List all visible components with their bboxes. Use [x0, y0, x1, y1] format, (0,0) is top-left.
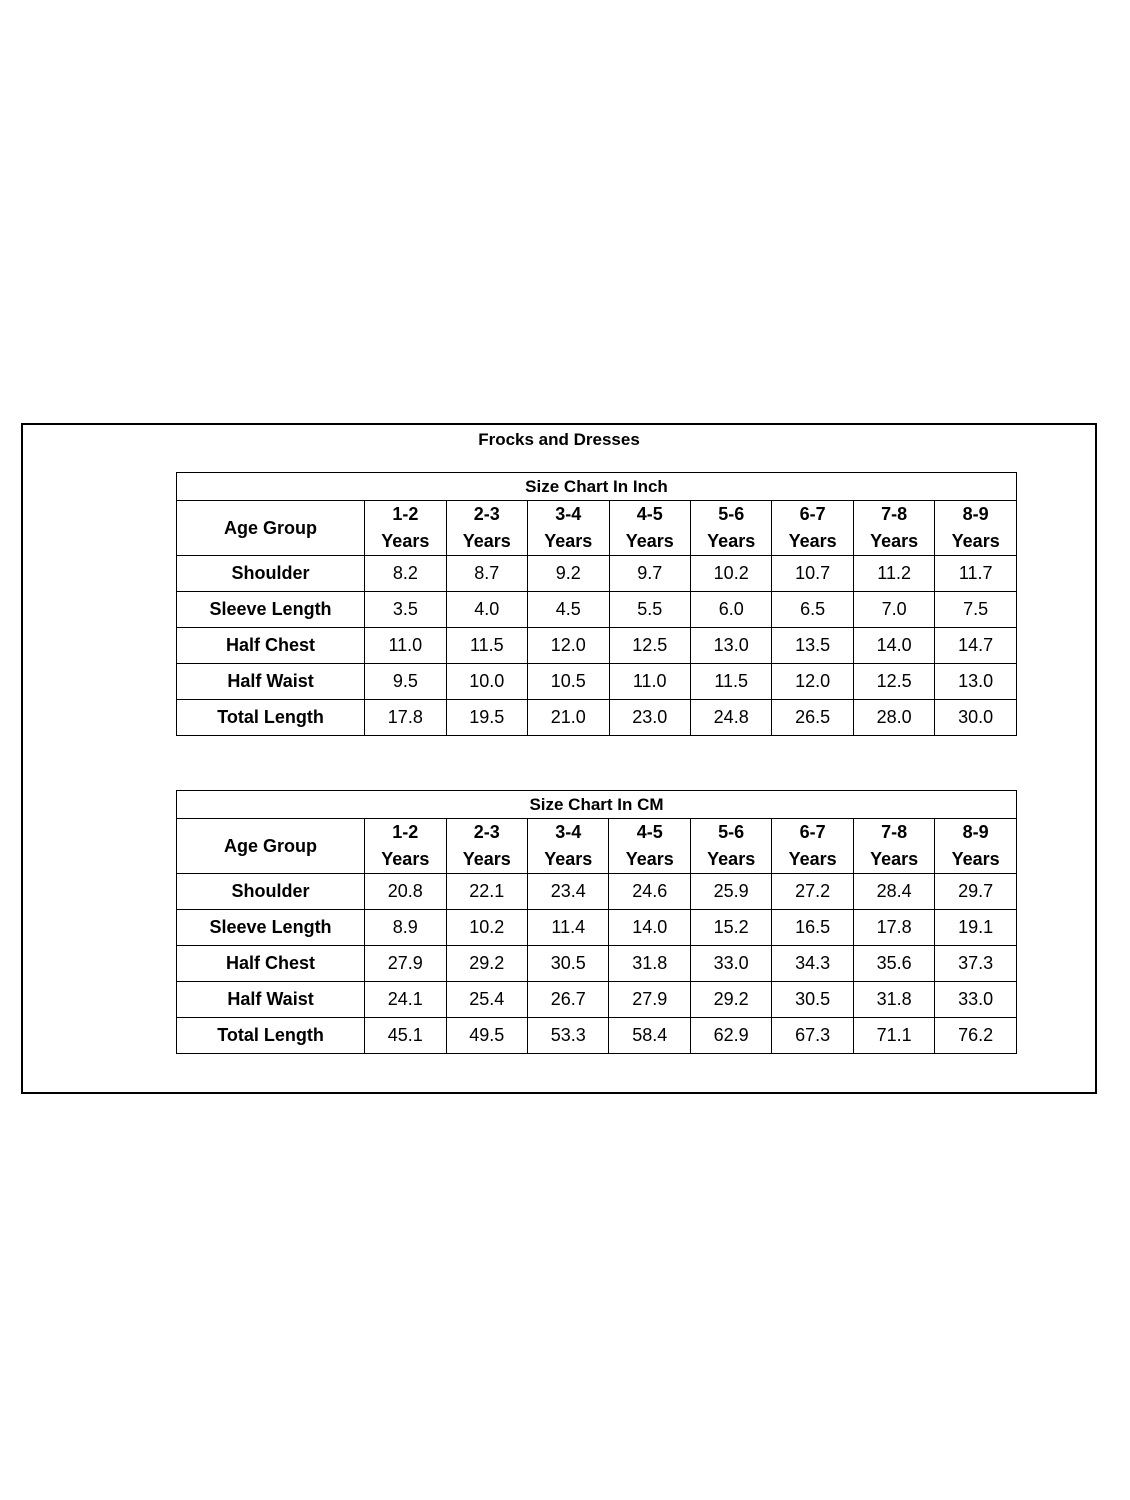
table-cell: 6.0	[690, 592, 771, 628]
table-row	[177, 946, 1017, 982]
age-range: 4-5	[636, 504, 663, 524]
table-cell: 33.0	[935, 982, 1017, 1018]
table-cell: 28.4	[853, 874, 934, 910]
table-cell: 12.5	[609, 628, 690, 664]
row-label: Half Chest	[177, 946, 365, 982]
age-column-header	[365, 501, 446, 556]
table-cell: 10.5	[528, 664, 609, 700]
age-range: 8-9	[962, 504, 989, 524]
age-column-header	[772, 819, 853, 874]
row-label: Total Length	[177, 1018, 365, 1054]
table-cell: 62.9	[690, 1018, 771, 1054]
table-cell: 29.2	[690, 982, 771, 1018]
age-column-header	[853, 501, 934, 556]
table-cell: 21.0	[528, 700, 609, 736]
table-cell: 10.7	[772, 556, 853, 592]
age-unit: Years	[707, 531, 756, 551]
table-cell: 3.5	[365, 592, 446, 628]
table-cell: 29.7	[935, 874, 1017, 910]
age-column-header	[446, 501, 527, 556]
age-column-header	[528, 501, 609, 556]
age-column-header	[690, 819, 771, 874]
age-column-header	[935, 501, 1017, 556]
table-cell: 31.8	[853, 982, 934, 1018]
table-cell: 30.5	[528, 946, 609, 982]
table-header-row	[177, 501, 1017, 556]
table-cell: 12.5	[853, 664, 934, 700]
table-cell: 23.4	[528, 874, 609, 910]
table-cell: 67.3	[772, 1018, 853, 1054]
table-cell: 27.9	[365, 946, 446, 982]
table-row	[177, 592, 1017, 628]
table-cell: 9.5	[365, 664, 446, 700]
table-cell: 11.0	[365, 628, 446, 664]
table-caption-row	[177, 791, 1017, 819]
table-cell: 16.5	[772, 910, 853, 946]
table-cell: 8.2	[365, 556, 446, 592]
row-label: Shoulder	[177, 874, 365, 910]
table-cell: 11.7	[935, 556, 1017, 592]
table-cell: 71.1	[853, 1018, 934, 1054]
table-cell: 11.2	[853, 556, 934, 592]
table-cell: 37.3	[935, 946, 1017, 982]
age-unit: Years	[870, 849, 919, 869]
table-cell: 29.2	[446, 946, 527, 982]
table-cell: 9.7	[609, 556, 690, 592]
table-cell: 31.8	[609, 946, 690, 982]
age-unit: Years	[462, 849, 511, 869]
age-unit: Years	[544, 531, 593, 551]
table-cell: 53.3	[528, 1018, 609, 1054]
age-column-header	[528, 819, 609, 874]
age-unit: Years	[870, 531, 919, 551]
age-unit: Years	[788, 531, 837, 551]
age-range: 3-4	[555, 504, 582, 524]
table-row	[177, 700, 1017, 736]
age-column-header	[365, 819, 446, 874]
table-cell: 19.1	[935, 910, 1017, 946]
age-column-header	[446, 819, 527, 874]
table-cell: 58.4	[609, 1018, 690, 1054]
table-cell: 8.9	[365, 910, 446, 946]
table-cell: 11.5	[690, 664, 771, 700]
table-cell: 27.2	[772, 874, 853, 910]
table-cell: 10.0	[446, 664, 527, 700]
table-cell: 9.2	[528, 556, 609, 592]
age-group-header: Age Group	[177, 501, 365, 556]
row-label: Total Length	[177, 700, 365, 736]
table-cell: 20.8	[365, 874, 446, 910]
age-range: 1-2	[392, 504, 419, 524]
age-range: 5-6	[718, 504, 745, 524]
table-row	[177, 664, 1017, 700]
table-row	[177, 628, 1017, 664]
table-cell: 11.5	[446, 628, 527, 664]
table-cell: 25.9	[690, 874, 771, 910]
age-group-header: Age Group	[177, 819, 365, 874]
table-cell: 11.0	[609, 664, 690, 700]
age-unit: Years	[381, 849, 430, 869]
table-cell: 6.5	[772, 592, 853, 628]
row-label: Sleeve Length	[177, 910, 365, 946]
size-table-inch	[176, 472, 1017, 736]
age-column-header	[609, 819, 690, 874]
table-cell: 14.7	[935, 628, 1017, 664]
size-table-cm	[176, 790, 1017, 1054]
table-cell: 14.0	[609, 910, 690, 946]
table-cell: 34.3	[772, 946, 853, 982]
table-cell: 76.2	[935, 1018, 1017, 1054]
age-range: 4-5	[636, 822, 663, 842]
table-cell: 13.0	[690, 628, 771, 664]
table-cell: 35.6	[853, 946, 934, 982]
table-row	[177, 1018, 1017, 1054]
table-cell: 17.8	[365, 700, 446, 736]
age-unit: Years	[625, 531, 674, 551]
table-cell: 12.0	[528, 628, 609, 664]
age-column-header	[609, 501, 690, 556]
table-cell: 30.0	[935, 700, 1017, 736]
age-unit: Years	[951, 849, 1000, 869]
table-cell: 15.2	[690, 910, 771, 946]
age-unit: Years	[707, 849, 756, 869]
table-cell: 4.5	[528, 592, 609, 628]
table-cell: 26.5	[772, 700, 853, 736]
age-range: 3-4	[555, 822, 582, 842]
table-cell: 5.5	[609, 592, 690, 628]
table-cell: 23.0	[609, 700, 690, 736]
table-cell: 10.2	[446, 910, 527, 946]
table-row	[177, 556, 1017, 592]
table-cell: 30.5	[772, 982, 853, 1018]
table-caption-row	[177, 473, 1017, 501]
row-label: Half Waist	[177, 664, 365, 700]
age-range: 1-2	[392, 822, 419, 842]
table-row	[177, 874, 1017, 910]
table-cell: 7.5	[935, 592, 1017, 628]
table-cell: 24.6	[609, 874, 690, 910]
age-range: 2-3	[473, 504, 500, 524]
age-unit: Years	[381, 531, 430, 551]
age-unit: Years	[951, 531, 1000, 551]
table-row	[177, 910, 1017, 946]
age-column-header	[772, 501, 853, 556]
table-cell: 24.1	[365, 982, 446, 1018]
table-cell: 28.0	[853, 700, 934, 736]
age-column-header	[935, 819, 1017, 874]
table-cell: 22.1	[446, 874, 527, 910]
table-cell: 7.0	[853, 592, 934, 628]
table-cell: 33.0	[690, 946, 771, 982]
table-caption: Size Chart In CM	[177, 791, 1017, 819]
age-unit: Years	[788, 849, 837, 869]
table-cell: 4.0	[446, 592, 527, 628]
table-cell: 25.4	[446, 982, 527, 1018]
age-column-header	[853, 819, 934, 874]
row-label: Half Waist	[177, 982, 365, 1018]
age-range: 8-9	[962, 822, 989, 842]
table-cell: 45.1	[365, 1018, 446, 1054]
age-column-header	[690, 501, 771, 556]
age-unit: Years	[625, 849, 674, 869]
table-row	[177, 982, 1017, 1018]
table-cell: 14.0	[853, 628, 934, 664]
age-range: 5-6	[718, 822, 745, 842]
table-cell: 24.8	[690, 700, 771, 736]
table-cell: 17.8	[853, 910, 934, 946]
table-cell: 26.7	[528, 982, 609, 1018]
table-cell: 12.0	[772, 664, 853, 700]
table-cell: 11.4	[528, 910, 609, 946]
age-range: 2-3	[473, 822, 500, 842]
table-cell: 10.2	[690, 556, 771, 592]
table-cell: 19.5	[446, 700, 527, 736]
table-cell: 8.7	[446, 556, 527, 592]
table-caption: Size Chart In Inch	[177, 473, 1017, 501]
table-cell: 49.5	[446, 1018, 527, 1054]
age-range: 7-8	[881, 504, 908, 524]
age-range: 7-8	[881, 822, 908, 842]
age-unit: Years	[544, 849, 593, 869]
age-range: 6-7	[799, 822, 826, 842]
age-range: 6-7	[799, 504, 826, 524]
table-header-row	[177, 819, 1017, 874]
page-title: Frocks and Dresses	[478, 430, 640, 449]
table-cell: 13.5	[772, 628, 853, 664]
row-label: Shoulder	[177, 556, 365, 592]
row-label: Half Chest	[177, 628, 365, 664]
age-unit: Years	[462, 531, 511, 551]
table-cell: 13.0	[935, 664, 1017, 700]
row-label: Sleeve Length	[177, 592, 365, 628]
table-cell: 27.9	[609, 982, 690, 1018]
